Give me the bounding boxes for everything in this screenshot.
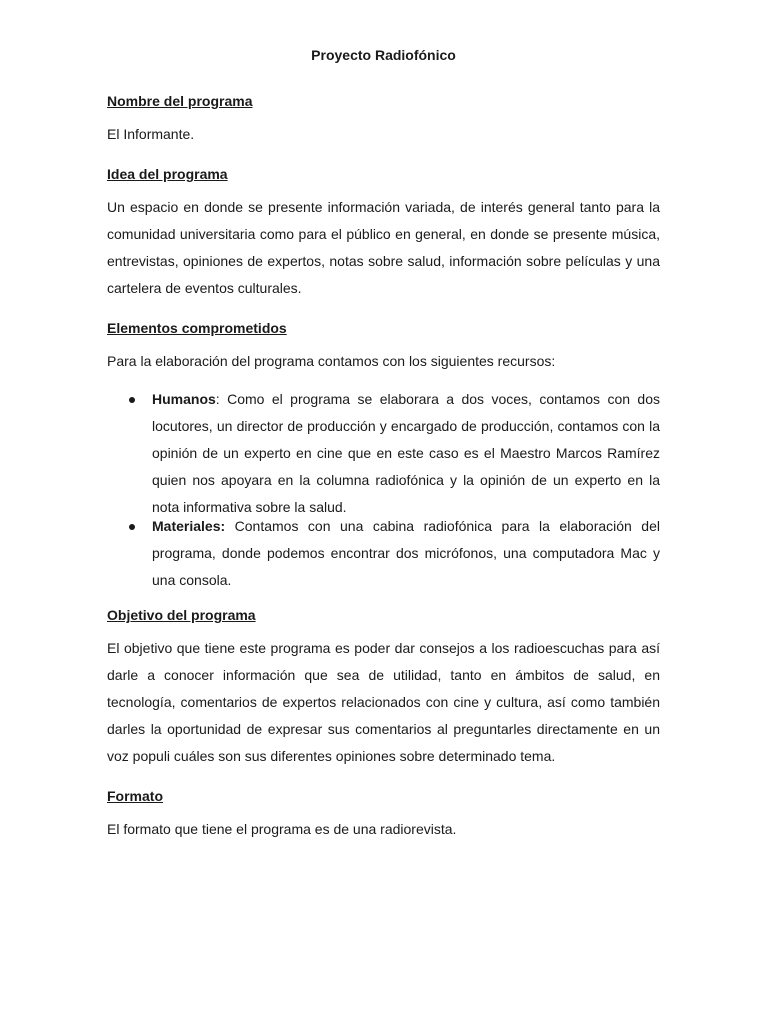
bullet-icon <box>129 524 135 530</box>
section-heading-objetivo: Objetivo del programa <box>107 607 256 623</box>
bullet-term-materiales: Materiales: <box>152 518 226 534</box>
section-heading-idea: Idea del programa <box>107 166 228 182</box>
bullet-text-humanos: Como el programa se elaborara a dos voces, contamos con dos locutores, un director de producción y encargado de producción, contamos con la opinión de un experto en cine que en este caso es el Maestro Marcos Ramírez quien nos apoyara en la columna radiofónica y la opinión de un experto en la nota informativa sobre la salud. <box>152 391 660 515</box>
section-nombre <box>107 92 660 143</box>
section-heading-nombre: Nombre del programa <box>107 93 253 109</box>
paragraph-nombre: El Informante. <box>107 126 195 142</box>
bullet-term-humanos: Humanos <box>152 391 216 407</box>
bullet-icon <box>129 397 135 403</box>
section-objetivo <box>107 606 660 770</box>
paragraph-formato: El formato que tiene el programa es de una radiorevista. <box>107 821 457 837</box>
paragraph-elementos-intro: Para la elaboración del programa contamos con los siguientes recursos: <box>107 353 556 369</box>
list-item-humanos <box>107 386 660 521</box>
bullet-separator-humanos: : <box>215 391 220 407</box>
bullet-text-materiales: Contamos con una cabina radiofónica para la elaboración del programa, donde podemos encontrar dos micrófonos, una computadora Mac y una consola. <box>152 518 660 588</box>
paragraph-objetivo: El objetivo que tiene este programa es poder dar consejos a los radioescuchas para así darle a conocer información que sea de utilidad, tanto en ámbitos de salud, en tecnología, comentarios de expertos relacionados con cine y cultura, así como también darles la oportunidad de expresar sus comentarios al preguntarles directamente en un voz populi cuáles son sus diferentes opiniones sobre determinado tema. <box>107 640 660 764</box>
section-elementos <box>107 319 660 594</box>
resources-list <box>107 386 660 594</box>
paragraph-idea: Un espacio en donde se presente información variada, de interés general tanto para la comunidad universitaria como para el público en general, en donde se presente música, entrevistas, opiniones de expertos, notas sobre salud, información sobre películas y una cartelera de eventos culturales. <box>107 199 660 296</box>
document-title: Proyecto Radiofónico <box>311 47 456 63</box>
section-formato <box>107 787 660 838</box>
section-heading-elementos: Elementos comprometidos <box>107 320 287 336</box>
section-heading-formato: Formato <box>107 788 163 804</box>
section-idea <box>107 165 660 302</box>
list-item-materiales <box>107 513 660 594</box>
